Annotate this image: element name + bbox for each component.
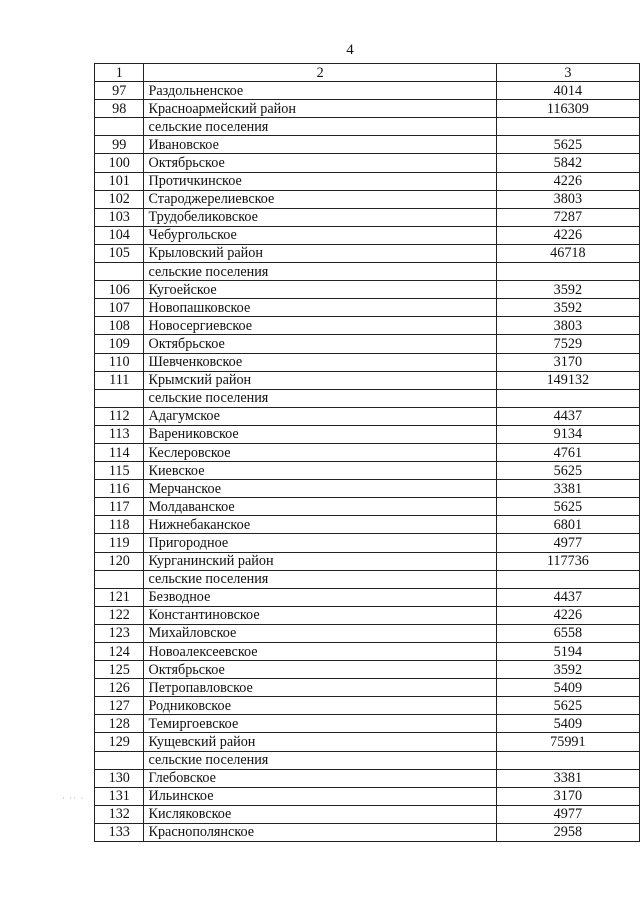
row-value: 3803 <box>496 190 639 208</box>
row-value: 5625 <box>496 697 639 715</box>
table-row <box>95 154 640 172</box>
row-value: 6558 <box>496 624 639 642</box>
row-value: 46718 <box>496 244 639 262</box>
table-body <box>95 64 640 842</box>
row-name: Октябрьское <box>144 661 496 679</box>
table-row <box>95 516 640 534</box>
table-row <box>95 733 640 751</box>
table-row <box>95 624 640 642</box>
row-value: 149132 <box>496 371 639 389</box>
table-row <box>95 823 640 841</box>
row-number: 117 <box>95 498 144 516</box>
row-number: 113 <box>95 425 144 443</box>
row-number: 108 <box>95 317 144 335</box>
table-row <box>95 697 640 715</box>
row-value: 2958 <box>496 823 639 841</box>
row-name: Чебургольское <box>144 226 496 244</box>
row-number: 106 <box>95 281 144 299</box>
row-value: 7287 <box>496 208 639 226</box>
row-value: 3381 <box>496 769 639 787</box>
row-name: Петропавловское <box>144 679 496 697</box>
table-row <box>95 118 640 136</box>
table-row <box>95 805 640 823</box>
header-col-3: 3 <box>496 64 639 82</box>
row-value: 5625 <box>496 498 639 516</box>
row-value: 6801 <box>496 516 639 534</box>
table-row <box>95 588 640 606</box>
table-row <box>95 425 640 443</box>
row-value: 9134 <box>496 425 639 443</box>
row-value: 4977 <box>496 534 639 552</box>
row-number: 115 <box>95 462 144 480</box>
row-number: 104 <box>95 226 144 244</box>
row-name: Молдаванское <box>144 498 496 516</box>
row-value: 3592 <box>496 661 639 679</box>
row-name: Мерчанское <box>144 480 496 498</box>
row-number: 109 <box>95 335 144 353</box>
row-number <box>95 118 144 136</box>
row-name: Безводное <box>144 588 496 606</box>
row-value: 5409 <box>496 715 639 733</box>
row-name: Крымский район <box>144 371 496 389</box>
row-number: 103 <box>95 208 144 226</box>
row-number: 110 <box>95 353 144 371</box>
row-name: Кугоейское <box>144 281 496 299</box>
row-value: 4977 <box>496 805 639 823</box>
table-row <box>95 389 640 407</box>
row-name: Варениковское <box>144 425 496 443</box>
row-name: сельские поселения <box>144 118 496 136</box>
row-number: 102 <box>95 190 144 208</box>
table-row <box>95 371 640 389</box>
table-row <box>95 100 640 118</box>
row-value: 5625 <box>496 136 639 154</box>
row-name: Курганинский район <box>144 552 496 570</box>
row-number <box>95 263 144 281</box>
row-value: 3170 <box>496 787 639 805</box>
table-row <box>95 208 640 226</box>
row-number: 129 <box>95 733 144 751</box>
row-value: 3803 <box>496 317 639 335</box>
row-value: 4437 <box>496 407 639 425</box>
table-row <box>95 552 640 570</box>
row-number: 132 <box>95 805 144 823</box>
row-number: 98 <box>95 100 144 118</box>
row-name: сельские поселения <box>144 570 496 588</box>
row-number: 114 <box>95 443 144 461</box>
row-value: 4437 <box>496 588 639 606</box>
row-number: 99 <box>95 136 144 154</box>
row-number: 123 <box>95 624 144 642</box>
row-number: 120 <box>95 552 144 570</box>
row-number: 119 <box>95 534 144 552</box>
row-number: 112 <box>95 407 144 425</box>
row-value: 3170 <box>496 353 639 371</box>
row-name: Новоалексеевское <box>144 643 496 661</box>
row-value: 117736 <box>496 552 639 570</box>
row-name: Новопашковское <box>144 299 496 317</box>
row-number: 101 <box>95 172 144 190</box>
row-name: Ивановское <box>144 136 496 154</box>
table-row <box>95 136 640 154</box>
row-name: Михайловское <box>144 624 496 642</box>
row-value <box>496 118 639 136</box>
row-number: 126 <box>95 679 144 697</box>
table-header-row <box>95 64 640 82</box>
row-name: Протичкинское <box>144 172 496 190</box>
table-row <box>95 661 640 679</box>
row-value: 5625 <box>496 462 639 480</box>
row-value: 4226 <box>496 172 639 190</box>
table-row <box>95 281 640 299</box>
row-value: 5194 <box>496 643 639 661</box>
table-row <box>95 643 640 661</box>
row-value: 4226 <box>496 606 639 624</box>
row-number: 133 <box>95 823 144 841</box>
row-name: Родниковское <box>144 697 496 715</box>
row-value: 4761 <box>496 443 639 461</box>
settlements-table <box>94 63 640 842</box>
row-name: сельские поселения <box>144 263 496 281</box>
row-number <box>95 570 144 588</box>
row-name: Раздольненское <box>144 82 496 100</box>
row-name: Константиновское <box>144 606 496 624</box>
row-value <box>496 751 639 769</box>
table-row <box>95 715 640 733</box>
page-number: 4 <box>346 42 354 58</box>
row-name: сельские поселения <box>144 389 496 407</box>
row-number: 121 <box>95 588 144 606</box>
row-value: 5842 <box>496 154 639 172</box>
row-value: 3381 <box>496 480 639 498</box>
row-value: 4014 <box>496 82 639 100</box>
row-number: 130 <box>95 769 144 787</box>
row-number <box>95 751 144 769</box>
row-name: Адагумское <box>144 407 496 425</box>
table-row <box>95 299 640 317</box>
table-row <box>95 82 640 100</box>
table-row <box>95 751 640 769</box>
row-name: Ильинское <box>144 787 496 805</box>
row-value: 75991 <box>496 733 639 751</box>
table-row <box>95 190 640 208</box>
row-name: Крыловский район <box>144 244 496 262</box>
row-number: 124 <box>95 643 144 661</box>
row-number: 97 <box>95 82 144 100</box>
row-number: 111 <box>95 371 144 389</box>
header-col-1: 1 <box>95 64 144 82</box>
row-name: Кущевский район <box>144 733 496 751</box>
table-row <box>95 570 640 588</box>
row-name: Трудобеликовское <box>144 208 496 226</box>
table-row <box>95 226 640 244</box>
row-number: 116 <box>95 480 144 498</box>
row-number: 122 <box>95 606 144 624</box>
row-name: Староджерелиевское <box>144 190 496 208</box>
row-number: 128 <box>95 715 144 733</box>
row-value: 3592 <box>496 299 639 317</box>
row-number <box>95 389 144 407</box>
table-row <box>95 443 640 461</box>
row-name: Кеслеровское <box>144 443 496 461</box>
table-row <box>95 407 640 425</box>
row-name: Красноармейский район <box>144 100 496 118</box>
table-row <box>95 787 640 805</box>
row-name: Нижнебаканское <box>144 516 496 534</box>
table-row <box>95 172 640 190</box>
table-row <box>95 679 640 697</box>
row-name: Новосергиевское <box>144 317 496 335</box>
table-row <box>95 498 640 516</box>
row-value: 7529 <box>496 335 639 353</box>
table-row <box>95 480 640 498</box>
table-row <box>95 244 640 262</box>
row-value: 4226 <box>496 226 639 244</box>
row-number: 127 <box>95 697 144 715</box>
table-row <box>95 353 640 371</box>
header-col-2: 2 <box>144 64 496 82</box>
row-number: 125 <box>95 661 144 679</box>
row-value: 116309 <box>496 100 639 118</box>
row-number: 118 <box>95 516 144 534</box>
row-name: Киевское <box>144 462 496 480</box>
row-value: 3592 <box>496 281 639 299</box>
row-name: Краснополянское <box>144 823 496 841</box>
row-name: Кисляковское <box>144 805 496 823</box>
table-row <box>95 462 640 480</box>
row-name: Пригородное <box>144 534 496 552</box>
row-name: Шевченковское <box>144 353 496 371</box>
row-value: 5409 <box>496 679 639 697</box>
row-number: 100 <box>95 154 144 172</box>
row-name: Октябрьское <box>144 335 496 353</box>
table-row <box>95 769 640 787</box>
row-name: Октябрьское <box>144 154 496 172</box>
row-name: Глебовское <box>144 769 496 787</box>
row-name: Темиргоевское <box>144 715 496 733</box>
table-row <box>95 606 640 624</box>
row-number: 131 <box>95 787 144 805</box>
row-value <box>496 570 639 588</box>
table-row <box>95 534 640 552</box>
table-row <box>95 317 640 335</box>
table-row <box>95 335 640 353</box>
scan-artifact: · ·· · <box>62 793 85 803</box>
row-name: сельские поселения <box>144 751 496 769</box>
row-value <box>496 263 639 281</box>
row-number: 107 <box>95 299 144 317</box>
row-number: 105 <box>95 244 144 262</box>
row-value <box>496 389 639 407</box>
table-row <box>95 263 640 281</box>
